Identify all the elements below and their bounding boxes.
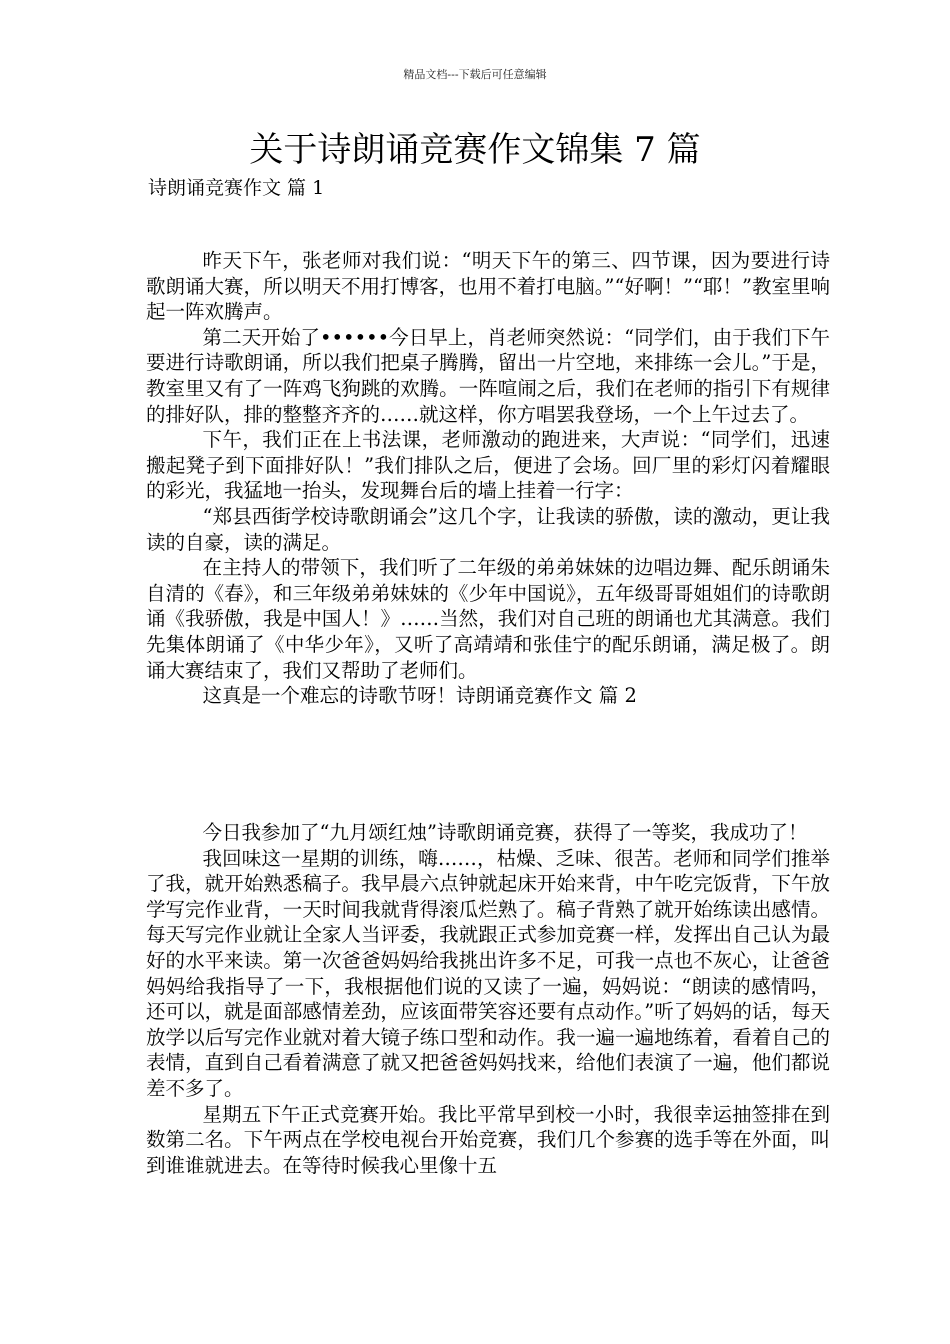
paragraph: 今日我参加了“九月颂红烛”诗歌朗诵竞赛，获得了一等奖，我成功了！ (202, 821, 808, 844)
paragraph: 昨天下午，张老师对我们说：“明天下午的第三、四节课，因为要进行诗歌朗诵大赛，所以明天不用打博客，也用不着打电脑。”“好啊！”“耶！”教室里响起一阵欢腾声。 (146, 249, 830, 324)
section-heading-1: 诗朗诵竞赛作文 篇 1 (148, 177, 325, 199)
paragraph: “郑县西街学校诗歌朗诵会”这几个字，让我读的骄傲，读的激动，更让我读的自豪，读的满足。 (146, 504, 830, 554)
paragraph: 在主持人的带领下，我们听了二年级的弟弟妹妹的边唱边舞、配乐朗诵朱自清的《春》，和三年级弟弟妹妹的《少年中国说》，五年级哥哥姐姐们的诗歌朗诵《我骄傲，我是中国人！》……当然，我们对自己班的朗诵也尤其满意。我们先集体朗诵了《中华少年》，又听了高靖靖和张佳宁的配乐朗诵，满足极了。朗诵大赛结束了，我们又帮助了老师们。 (146, 556, 830, 682)
paragraph: 第二天开始了••••••今日早上，肖老师突然说：“同学们，由于我们下午要进行诗歌朗诵，所以我们把桌子腾腾，留出一片空地，来排练一会儿。”于是，教室里又有了一阵鸡飞狗跳的欢腾。一阵喧闹之后，我们在老师的指引下有规律的排好队，排的整整齐齐的……就这样，你方唱罢我登场，一个上午过去了。 (146, 325, 830, 426)
paragraph: 我回味这一星期的训练，嗨……，枯燥、乏味、很苦。老师和同学们推举了我，就开始熟悉稿子。我早晨六点钟就起床开始来背，中午吃完饭背，下午放学写完作业背，一天时间我就背得滚瓜烂熟了。稿子背熟了就开始练读出感情。每天写完作业就让全家人当评委，我就跟正式参加竞赛一样，发挥出自己认为最好的水平来读。第一次爸爸妈妈给我挑出许多不足，可我一点也不灰心，让爸爸妈妈给我指导了一下，我根据他们说的又读了一遍，妈妈说：“朗读的感情吗，还可以，就是面部感情差劲，应该面带笑容还要有点动作。”听了妈妈的话，每天放学以后写完作业就对着大镜子练口型和动作。我一遍一遍地练着，看着自己的表情，直到自己看着满意了就又把爸爸妈妈找来，给他们表演了一遍，他们都说差不多了。 (146, 846, 830, 1100)
section-1-body (146, 248, 830, 709)
paragraph: 星期五下午正式竞赛开始。我比平常早到校一小时，我很幸运抽签排在到数第二名。下午两点在学校电视台开始竞赛，我们几个参赛的选手等在外面，叫到谁谁就进去。在等待时候我心里像十五 (146, 1102, 830, 1177)
page-header-note: 精品文档---下载后可任意编辑 (403, 68, 547, 81)
paragraph: 下午，我们正在上书法课，老师激动的跑进来，大声说：“同学们，迅速搬起凳子到下面排好队！”我们排队之后，便进了会场。回厂里的彩灯闪着耀眼的彩光，我猛地一抬头，发现舞台后的墙上挂着一行字： (146, 428, 830, 503)
section-2-body (146, 820, 830, 1178)
closing-line: 这真是一个难忘的诗歌节呀！诗朗诵竞赛作文 篇 2 (202, 684, 637, 708)
document-title: 关于诗朗诵竞赛作文锦集 7 篇 (249, 130, 701, 170)
